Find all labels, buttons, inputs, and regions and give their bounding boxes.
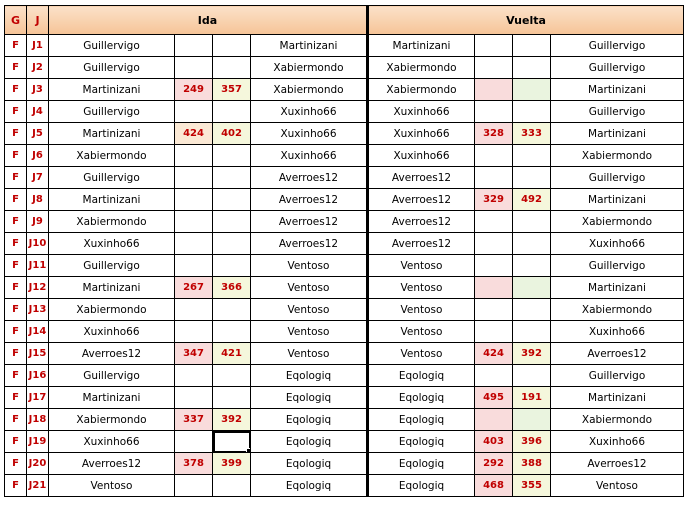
round-cell[interactable]: J18 xyxy=(27,409,49,431)
table-row xyxy=(5,211,684,233)
vuelta-home-cell[interactable]: Averroes12 xyxy=(368,167,475,189)
vuelta-home-cell[interactable]: Xuxinho66 xyxy=(368,101,475,123)
group-cell[interactable]: F xyxy=(5,123,27,145)
group-cell[interactable]: F xyxy=(5,57,27,79)
group-cell[interactable]: F xyxy=(5,145,27,167)
vuelta-score-away-cell[interactable] xyxy=(513,299,551,321)
vuelta-home-cell[interactable]: Ventoso xyxy=(368,255,475,277)
vuelta-score-home-cell[interactable] xyxy=(475,35,513,57)
round-cell[interactable]: J3 xyxy=(27,79,49,101)
ida-home-cell[interactable]: Xuxinho66 xyxy=(49,321,175,343)
vuelta-score-away-cell[interactable] xyxy=(513,365,551,387)
table-row xyxy=(5,365,684,387)
group-cell[interactable]: F xyxy=(5,255,27,277)
round-cell[interactable]: J7 xyxy=(27,167,49,189)
ida-score-home-cell[interactable] xyxy=(175,255,213,277)
ida-score-home-cell[interactable]: 347 xyxy=(175,343,213,365)
round-cell[interactable]: J20 xyxy=(27,453,49,475)
vuelta-home-cell[interactable]: Eqologiq xyxy=(368,475,475,497)
vuelta-home-cell[interactable]: Eqologiq xyxy=(368,409,475,431)
ida-home-cell[interactable]: Martinizani xyxy=(49,123,175,145)
ida-away-cell[interactable]: Martinizani xyxy=(251,35,368,57)
ida-score-home-cell[interactable]: 267 xyxy=(175,277,213,299)
vuelta-home-cell[interactable]: Averroes12 xyxy=(368,233,475,255)
ida-score-home-cell[interactable] xyxy=(175,299,213,321)
vuelta-score-home-cell[interactable] xyxy=(475,365,513,387)
ida-home-cell[interactable]: Guillervigo xyxy=(49,101,175,123)
vuelta-score-away-cell[interactable]: 492 xyxy=(513,189,551,211)
vuelta-score-away-cell[interactable] xyxy=(513,101,551,123)
table-row xyxy=(5,123,684,145)
table-row xyxy=(5,453,684,475)
group-cell[interactable]: F xyxy=(5,387,27,409)
vuelta-score-away-cell[interactable] xyxy=(513,233,551,255)
ida-home-cell[interactable]: Guillervigo xyxy=(49,167,175,189)
vuelta-home-cell[interactable]: Ventoso xyxy=(368,321,475,343)
ida-away-cell[interactable]: Eqologiq xyxy=(251,365,368,387)
vuelta-score-away-cell[interactable]: 191 xyxy=(513,387,551,409)
vuelta-score-away-cell[interactable]: 355 xyxy=(513,475,551,497)
ida-away-cell[interactable]: Ventoso xyxy=(251,321,368,343)
vuelta-score-home-cell[interactable] xyxy=(475,79,513,101)
ida-home-cell[interactable]: Averroes12 xyxy=(49,343,175,365)
selected-cell[interactable] xyxy=(213,431,251,453)
vuelta-score-away-cell[interactable]: 396 xyxy=(513,431,551,453)
ida-home-cell[interactable]: Xabiermondo xyxy=(49,211,175,233)
header-j-cell[interactable]: J xyxy=(27,6,49,35)
vuelta-score-home-cell[interactable] xyxy=(475,101,513,123)
vuelta-score-home-cell[interactable] xyxy=(475,255,513,277)
ida-score-away-cell[interactable]: 421 xyxy=(213,343,251,365)
vuelta-score-home-cell[interactable]: 292 xyxy=(475,453,513,475)
ida-score-away-cell[interactable] xyxy=(213,167,251,189)
ida-home-cell[interactable]: Xabiermondo xyxy=(49,299,175,321)
vuelta-away-cell[interactable]: Guillervigo xyxy=(551,35,684,57)
ida-home-cell[interactable]: Guillervigo xyxy=(49,255,175,277)
round-cell[interactable]: J10 xyxy=(27,233,49,255)
vuelta-home-cell[interactable]: Eqologiq xyxy=(368,365,475,387)
ida-score-home-cell[interactable] xyxy=(175,233,213,255)
vuelta-score-home-cell[interactable] xyxy=(475,277,513,299)
ida-score-away-cell[interactable] xyxy=(213,145,251,167)
ida-home-cell[interactable]: Martinizani xyxy=(49,277,175,299)
group-cell[interactable]: F xyxy=(5,299,27,321)
vuelta-home-cell[interactable]: Eqologiq xyxy=(368,431,475,453)
vuelta-away-cell[interactable]: Xuxinho66 xyxy=(551,431,684,453)
round-cell[interactable]: J4 xyxy=(27,101,49,123)
group-cell[interactable]: F xyxy=(5,211,27,233)
ida-home-cell[interactable]: Guillervigo xyxy=(49,57,175,79)
ida-score-home-cell[interactable] xyxy=(175,145,213,167)
vuelta-away-cell[interactable]: Ventoso xyxy=(551,475,684,497)
round-cell[interactable]: J16 xyxy=(27,365,49,387)
vuelta-away-cell[interactable]: Guillervigo xyxy=(551,167,684,189)
ida-home-cell[interactable]: Xuxinho66 xyxy=(49,431,175,453)
ida-away-cell[interactable]: Xuxinho66 xyxy=(251,145,368,167)
vuelta-away-cell[interactable]: Averroes12 xyxy=(551,343,684,365)
vuelta-score-home-cell[interactable] xyxy=(475,57,513,79)
vuelta-score-home-cell[interactable]: 468 xyxy=(475,475,513,497)
round-cell[interactable]: J19 xyxy=(27,431,49,453)
ida-away-cell[interactable]: Averroes12 xyxy=(251,233,368,255)
ida-home-cell[interactable]: Martinizani xyxy=(49,387,175,409)
table-row xyxy=(5,343,684,365)
ida-away-cell[interactable]: Xabiermondo xyxy=(251,57,368,79)
ida-score-away-cell[interactable] xyxy=(213,255,251,277)
ida-score-home-cell[interactable]: 337 xyxy=(175,409,213,431)
vuelta-score-home-cell[interactable]: 424 xyxy=(475,343,513,365)
group-cell[interactable]: F xyxy=(5,475,27,497)
ida-home-cell[interactable]: Averroes12 xyxy=(49,453,175,475)
ida-score-away-cell[interactable]: 399 xyxy=(213,453,251,475)
ida-score-home-cell[interactable] xyxy=(175,365,213,387)
vuelta-score-home-cell[interactable] xyxy=(475,167,513,189)
round-cell[interactable]: J2 xyxy=(27,57,49,79)
group-cell[interactable]: F xyxy=(5,79,27,101)
table-row xyxy=(5,189,684,211)
ida-score-home-cell[interactable] xyxy=(175,189,213,211)
vuelta-away-cell[interactable]: Xabiermondo xyxy=(551,299,684,321)
table-row xyxy=(5,409,684,431)
vuelta-away-cell[interactable]: Xuxinho66 xyxy=(551,233,684,255)
ida-score-home-cell[interactable]: 424 xyxy=(175,123,213,145)
vuelta-score-home-cell[interactable] xyxy=(475,409,513,431)
vuelta-score-away-cell[interactable] xyxy=(513,167,551,189)
group-cell[interactable]: F xyxy=(5,189,27,211)
vuelta-score-home-cell[interactable] xyxy=(475,299,513,321)
ida-away-cell[interactable]: Averroes12 xyxy=(251,189,368,211)
vuelta-score-home-cell[interactable] xyxy=(475,145,513,167)
ida-score-away-cell[interactable] xyxy=(213,233,251,255)
vuelta-score-away-cell[interactable] xyxy=(513,57,551,79)
table-row xyxy=(5,255,684,277)
header-vuelta-cell[interactable]: Vuelta xyxy=(368,6,684,35)
ida-score-home-cell[interactable] xyxy=(175,57,213,79)
vuelta-home-cell[interactable]: Eqologiq xyxy=(368,453,475,475)
round-cell[interactable]: J13 xyxy=(27,299,49,321)
round-cell[interactable]: J15 xyxy=(27,343,49,365)
vuelta-score-home-cell[interactable]: 495 xyxy=(475,387,513,409)
table-row xyxy=(5,431,684,453)
group-cell[interactable]: F xyxy=(5,343,27,365)
vuelta-score-away-cell[interactable] xyxy=(513,409,551,431)
table-row xyxy=(5,299,684,321)
vuelta-home-cell[interactable]: Xabiermondo xyxy=(368,79,475,101)
vuelta-score-away-cell[interactable]: 388 xyxy=(513,453,551,475)
group-cell[interactable]: F xyxy=(5,35,27,57)
group-cell[interactable]: F xyxy=(5,409,27,431)
vuelta-away-cell[interactable]: Martinizani xyxy=(551,277,684,299)
vuelta-home-cell[interactable]: Martinizani xyxy=(368,35,475,57)
ida-score-away-cell[interactable] xyxy=(213,189,251,211)
ida-score-home-cell[interactable] xyxy=(175,475,213,497)
ida-away-cell[interactable]: Ventoso xyxy=(251,277,368,299)
ida-away-cell[interactable]: Eqologiq xyxy=(251,431,368,453)
ida-away-cell[interactable]: Xuxinho66 xyxy=(251,101,368,123)
ida-away-cell[interactable]: Xabiermondo xyxy=(251,79,368,101)
ida-home-cell[interactable]: Martinizani xyxy=(49,189,175,211)
vuelta-away-cell[interactable]: Martinizani xyxy=(551,387,684,409)
ida-score-home-cell[interactable] xyxy=(175,101,213,123)
group-cell[interactable]: F xyxy=(5,321,27,343)
vuelta-home-cell[interactable]: Ventoso xyxy=(368,299,475,321)
group-cell[interactable]: F xyxy=(5,277,27,299)
round-cell[interactable]: J1 xyxy=(27,35,49,57)
vuelta-away-cell[interactable]: Xuxinho66 xyxy=(551,321,684,343)
round-cell[interactable]: J5 xyxy=(27,123,49,145)
vuelta-score-away-cell[interactable] xyxy=(513,211,551,233)
vuelta-score-away-cell[interactable] xyxy=(513,255,551,277)
ida-score-away-cell[interactable]: 366 xyxy=(213,277,251,299)
ida-score-home-cell[interactable] xyxy=(175,211,213,233)
table-row xyxy=(5,475,684,497)
group-cell[interactable]: F xyxy=(5,431,27,453)
ida-home-cell[interactable]: Guillervigo xyxy=(49,365,175,387)
round-cell[interactable]: J17 xyxy=(27,387,49,409)
round-cell[interactable]: J12 xyxy=(27,277,49,299)
vuelta-home-cell[interactable]: Averroes12 xyxy=(368,211,475,233)
ida-score-home-cell[interactable] xyxy=(175,321,213,343)
ida-score-home-cell[interactable] xyxy=(175,167,213,189)
table-row xyxy=(5,57,684,79)
round-cell[interactable]: J8 xyxy=(27,189,49,211)
vuelta-away-cell[interactable]: Guillervigo xyxy=(551,365,684,387)
ida-away-cell[interactable]: Eqologiq xyxy=(251,387,368,409)
header-ida-cell[interactable]: Ida xyxy=(49,6,368,35)
ida-home-cell[interactable]: Martinizani xyxy=(49,79,175,101)
vuelta-away-cell[interactable]: Martinizani xyxy=(551,123,684,145)
ida-score-home-cell[interactable] xyxy=(175,431,213,453)
ida-score-away-cell[interactable] xyxy=(213,321,251,343)
ida-home-cell[interactable]: Xuxinho66 xyxy=(49,233,175,255)
vuelta-home-cell[interactable]: Ventoso xyxy=(368,277,475,299)
ida-score-away-cell[interactable]: 357 xyxy=(213,79,251,101)
table-row xyxy=(5,145,684,167)
group-cell[interactable]: F xyxy=(5,167,27,189)
table-row xyxy=(5,167,684,189)
ida-score-away-cell[interactable]: 392 xyxy=(213,409,251,431)
vuelta-score-home-cell[interactable]: 329 xyxy=(475,189,513,211)
table-row xyxy=(5,101,684,123)
vuelta-score-away-cell[interactable] xyxy=(513,145,551,167)
vuelta-away-cell[interactable]: Martinizani xyxy=(551,79,684,101)
group-cell[interactable]: F xyxy=(5,365,27,387)
ida-home-cell[interactable]: Ventoso xyxy=(49,475,175,497)
ida-score-away-cell[interactable] xyxy=(213,365,251,387)
ida-away-cell[interactable]: Ventoso xyxy=(251,343,368,365)
ida-home-cell[interactable]: Xabiermondo xyxy=(49,145,175,167)
ida-score-away-cell[interactable] xyxy=(213,475,251,497)
vuelta-score-away-cell[interactable] xyxy=(513,79,551,101)
vuelta-home-cell[interactable]: Eqologiq xyxy=(368,387,475,409)
table-row xyxy=(5,321,684,343)
round-cell[interactable]: J21 xyxy=(27,475,49,497)
ida-score-away-cell[interactable] xyxy=(213,35,251,57)
ida-away-cell[interactable]: Eqologiq xyxy=(251,475,368,497)
ida-score-away-cell[interactable] xyxy=(213,299,251,321)
ida-score-home-cell[interactable] xyxy=(175,35,213,57)
ida-score-away-cell[interactable]: 402 xyxy=(213,123,251,145)
header-g-cell[interactable]: G xyxy=(5,6,27,35)
vuelta-away-cell[interactable]: Xabiermondo xyxy=(551,145,684,167)
ida-score-away-cell[interactable] xyxy=(213,101,251,123)
vuelta-away-cell[interactable]: Guillervigo xyxy=(551,101,684,123)
round-cell[interactable]: J14 xyxy=(27,321,49,343)
ida-score-home-cell[interactable]: 378 xyxy=(175,453,213,475)
vuelta-away-cell[interactable]: Xabiermondo xyxy=(551,409,684,431)
ida-away-cell[interactable]: Xuxinho66 xyxy=(251,123,368,145)
ida-away-cell[interactable]: Ventoso xyxy=(251,299,368,321)
vuelta-score-away-cell[interactable] xyxy=(513,321,551,343)
ida-score-away-cell[interactable] xyxy=(213,211,251,233)
group-cell[interactable]: F xyxy=(5,101,27,123)
vuelta-score-away-cell[interactable] xyxy=(513,35,551,57)
ida-score-away-cell[interactable] xyxy=(213,387,251,409)
ida-score-home-cell[interactable] xyxy=(175,387,213,409)
ida-home-cell[interactable]: Xabiermondo xyxy=(49,409,175,431)
fixtures-spreadsheet xyxy=(4,5,684,497)
ida-home-cell[interactable]: Guillervigo xyxy=(49,35,175,57)
group-cell[interactable]: F xyxy=(5,233,27,255)
table-row xyxy=(5,79,684,101)
vuelta-score-away-cell[interactable] xyxy=(513,277,551,299)
ida-score-home-cell[interactable]: 249 xyxy=(175,79,213,101)
ida-away-cell[interactable]: Averroes12 xyxy=(251,211,368,233)
fill-handle[interactable] xyxy=(246,448,251,453)
round-cell[interactable]: J11 xyxy=(27,255,49,277)
table-row xyxy=(5,233,684,255)
vuelta-score-home-cell[interactable] xyxy=(475,233,513,255)
header-row xyxy=(5,6,684,35)
vuelta-score-away-cell[interactable]: 333 xyxy=(513,123,551,145)
vuelta-away-cell[interactable]: Averroes12 xyxy=(551,453,684,475)
ida-away-cell[interactable]: Ventoso xyxy=(251,255,368,277)
ida-away-cell[interactable]: Averroes12 xyxy=(251,167,368,189)
group-cell[interactable]: F xyxy=(5,453,27,475)
vuelta-home-cell[interactable]: Xuxinho66 xyxy=(368,123,475,145)
table-row xyxy=(5,277,684,299)
vuelta-away-cell[interactable]: Martinizani xyxy=(551,189,684,211)
round-cell[interactable]: J6 xyxy=(27,145,49,167)
vuelta-away-cell[interactable]: Xabiermondo xyxy=(551,211,684,233)
vuelta-score-home-cell[interactable]: 403 xyxy=(475,431,513,453)
vuelta-score-home-cell[interactable] xyxy=(475,211,513,233)
table-row xyxy=(5,35,684,57)
vuelta-score-home-cell[interactable] xyxy=(475,321,513,343)
vuelta-away-cell[interactable]: Guillervigo xyxy=(551,255,684,277)
vuelta-score-home-cell[interactable]: 328 xyxy=(475,123,513,145)
round-cell[interactable]: J9 xyxy=(27,211,49,233)
vuelta-score-away-cell[interactable]: 392 xyxy=(513,343,551,365)
table-row xyxy=(5,387,684,409)
vuelta-home-cell[interactable]: Ventoso xyxy=(368,343,475,365)
vuelta-home-cell[interactable]: Xuxinho66 xyxy=(368,145,475,167)
vuelta-home-cell[interactable]: Averroes12 xyxy=(368,189,475,211)
ida-away-cell[interactable]: Eqologiq xyxy=(251,453,368,475)
ida-away-cell[interactable]: Eqologiq xyxy=(251,409,368,431)
ida-score-away-cell[interactable] xyxy=(213,57,251,79)
vuelta-away-cell[interactable]: Guillervigo xyxy=(551,57,684,79)
vuelta-home-cell[interactable]: Xabiermondo xyxy=(368,57,475,79)
